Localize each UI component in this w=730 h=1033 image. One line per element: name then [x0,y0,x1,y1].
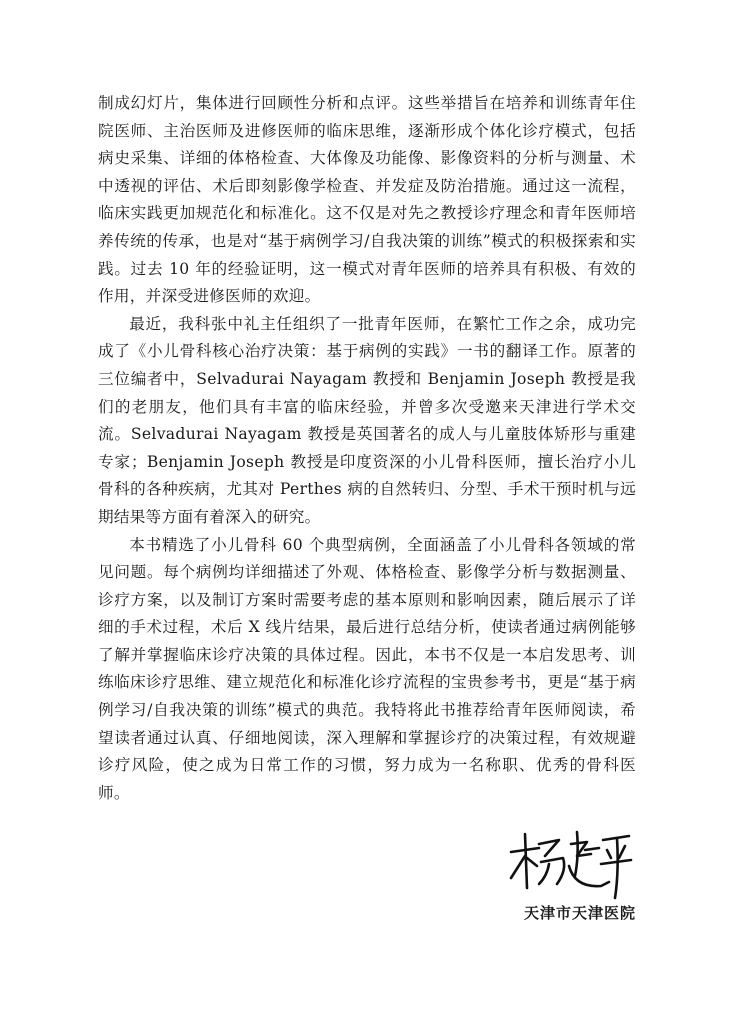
paragraph-1: 制成幻灯片，集体进行回顾性分析和点评。这些举措旨在培养和训练青年住院医师、主治医师及进修医师的临床思维，逐渐形成个体化诊疗模式，包括病史采集、详细的体格检查、大体像及功能像、影像资料的分析与测量、术中透视的评估、术后即刻影像学检查、并发症及防治措施。通过这一流程，临床实践更加规范化和标准化。这不仅是对先之教授诊疗理念和青年医师培养传统的传承，也是对“基于病例学习/自我决策的训练”模式的积极探索和实践。过去 10 年的经验证明，这一模式对青年医师的培养具有积极、有效的作用，并深受进修医师的欢迎。 [98,94,636,306]
paragraph-2: 最近，我科张中礼主任组织了一批青年医师，在繁忙工作之余，成功完成了《小儿骨科核心治疗决策：基于病例的实践》一书的翻译工作。原著的三位编者中，Selvadurai Nayagam 教授和 Benjamin Joseph 教授是我们的老朋友，他们具有丰富的临床经验，并曾多次受邀来天津进行学术交流。Selvadurai Nayagam 教授是英国著名的成人与儿童肢体矫形与重建专家；Benjamin Joseph 教授是印度资深的小儿骨科医师，擅长治疗小儿骨科的各种疾病，尤其对 Perthes 病的自然转归、分型、手术干预时机与远期结果等方面有着深入的研究。 [98,314,636,526]
foreword-body [98,90,636,807]
signature-drawing [505,822,635,902]
handwritten-signature [505,822,635,902]
paragraph-3: 本书精选了小儿骨科 60 个典型病例，全面涵盖了小儿骨科各领域的常见问题。每个病例均详细描述了外观、体格检查、影像学分析与数据测量、诊疗方案，以及制订方案时需要考虑的基本原则和影响因素，随后展示了详细的手术过程，术后 X 线片结果，最后进行总结分析，使读者通过病例能够了解并掌握临床诊疗决策的具体过程。因此，本书不仅是一本启发思考、训练临床诊疗思维、建立规范化和标准化诊疗流程的宝贵参考书，更是“基于病例学习/自我决策的训练”模式的典范。我特将此书推荐给青年医师阅读，希望读者通过认真、仔细地阅读，深入理解和掌握诊疗的决策过程，有效规避诊疗风险，使之成为日常工作的习惯，努力成为一名称职、优秀的骨科医师。 [98,535,636,802]
author-affiliation: 天津市天津医院 [523,904,636,922]
